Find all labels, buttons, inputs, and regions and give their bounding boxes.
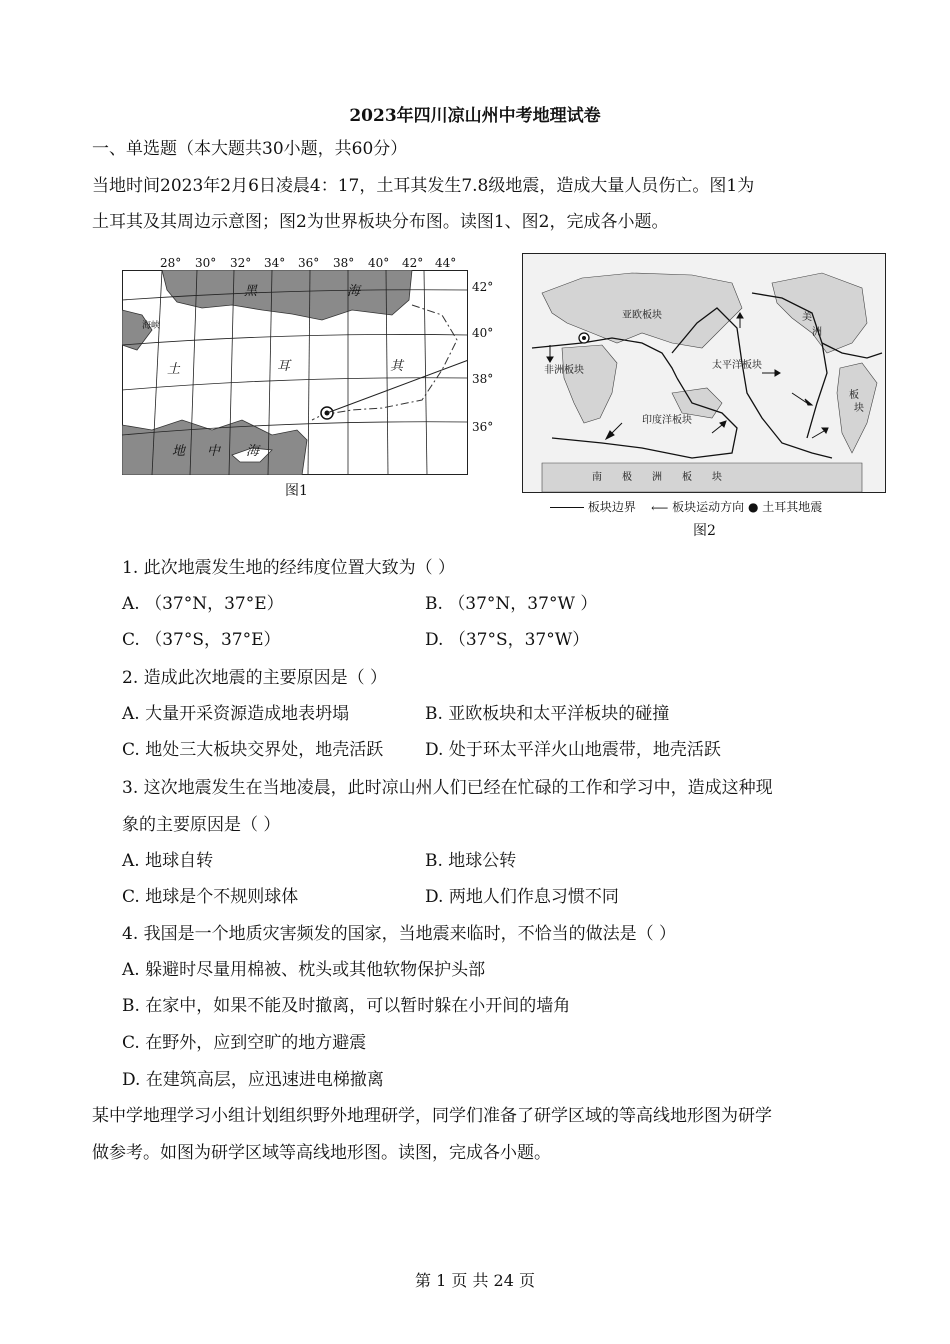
q3-option-a: A. 地球自转 — [122, 851, 214, 871]
q2-option-d: D. 处于环太平洋火山地震带，地壳活跃 — [425, 740, 721, 760]
q4-option-d: D. 在建筑高层，应迅速进电梯撤离 — [122, 1070, 384, 1090]
q3-option-d: D. 两地人们作息习惯不同 — [425, 887, 619, 907]
question-3-stem-line-2: 象的主要原因是（ ） — [122, 815, 281, 835]
page-footer: 第 1 页 共 24 页 — [415, 1271, 535, 1290]
intro-line-2: 土耳其及其周边示意图；图2为世界板块分布图。读图1、图2，完成各小题。 — [92, 212, 669, 232]
label-america-plate-1: 板 — [849, 390, 859, 401]
q1-option-b: B. （37°N，37°W ） — [425, 594, 598, 614]
figure-1-turkey-map — [122, 270, 468, 475]
q2-option-b: B. 亚欧板块和太平洋板块的碰撞 — [425, 704, 670, 724]
label-antarctic-3: 洲 — [652, 472, 662, 483]
question-2-stem: 2. 造成此次地震的主要原因是（ ） — [122, 668, 388, 688]
label-turkey-3: 其 — [390, 359, 404, 374]
label-black-sea-2: 海 — [347, 284, 361, 299]
label-med-3: 海 — [246, 444, 260, 459]
legend-boundary: 板块边界 — [587, 500, 636, 514]
section-heading: 一、单选题（本大题共30小题，共60分） — [92, 139, 408, 159]
label-med-1: 地 — [172, 444, 186, 459]
figure-2-legend: 板块边界 ⟵ 板块运动方向 ● 土耳其地震 — [550, 498, 822, 515]
q1-option-c: C. （37°S，37°E） — [122, 630, 281, 650]
q4-option-c: C. 在野外，应到空旷的地方避震 — [122, 1033, 367, 1053]
q1-option-a: A. （37°N，37°E） — [122, 594, 284, 614]
figure-2-world-plates-map — [522, 253, 886, 493]
q2-option-a: A. 大量开采资源造成地表坍塌 — [122, 704, 350, 724]
label-indian-plate: 印度洋板块 — [642, 415, 692, 426]
label-pacific-plate: 太平洋板块 — [712, 360, 762, 371]
label-strait: 海峡 — [142, 321, 161, 331]
label-antarctic-2: 极 — [622, 472, 632, 483]
q3-option-c: C. 地球是个不规则球体 — [122, 887, 299, 907]
figure-2-caption: 图2 — [693, 523, 716, 539]
figure-1-caption: 图1 — [285, 483, 308, 499]
question-4-stem: 4. 我国是一个地质灾害频发的国家，当地震来临时，不恰当的做法是（ ） — [122, 924, 677, 944]
intro-line-1: 当地时间2023年2月6日凌晨4：17，土耳其发生7.8级地震，造成大量人员伤亡。图1为 — [92, 176, 755, 196]
label-america-2: 洲 — [812, 327, 822, 338]
label-turkey-2: 耳 — [277, 359, 291, 374]
q3-option-b: B. 地球公转 — [425, 851, 517, 871]
legend-quake: 土耳其地震 — [762, 500, 823, 514]
label-antarctic-5: 块 — [712, 472, 722, 483]
q1-option-d: D. （37°S，37°W） — [425, 630, 590, 650]
page-title: 2023年四川凉山州中考地理试卷 — [349, 106, 601, 126]
label-america-plate-2: 块 — [854, 403, 864, 414]
outro-line-1: 某中学地理学习小组计划组织野外地理研学，同学们准备了研学区域的等高线地形图为研学 — [92, 1106, 772, 1126]
q4-option-b: B. 在家中，如果不能及时撤离，可以暂时躲在小开间的墙角 — [122, 996, 571, 1016]
label-antarctic-4: 板 — [682, 472, 692, 483]
label-antarctic-1: 南 — [592, 472, 602, 483]
question-1-stem: 1. 此次地震发生地的经纬度位置大致为（ ） — [122, 558, 456, 578]
label-america-1: 美 — [802, 312, 812, 323]
outro-line-2: 做参考。如图为研学区域等高线地形图。读图，完成各小题。 — [92, 1143, 551, 1163]
question-3-stem-line-1: 3. 这次地震发生在当地凌晨，此时凉山州人们已经在忙碌的工作和学习中，造成这种现 — [122, 778, 773, 798]
legend-direction: 板块运动方向 — [672, 500, 745, 514]
q4-option-a: A. 躲避时尽量用棉被、枕头或其他软物保护头部 — [122, 960, 486, 980]
q2-option-c: C. 地处三大板块交界处，地壳活跃 — [122, 740, 384, 760]
label-black-sea-1: 黑 — [244, 284, 258, 299]
label-turkey-1: 土 — [167, 362, 181, 377]
label-eurasian-plate: 亚欧板块 — [622, 310, 662, 321]
label-african-plate: 非洲板块 — [544, 365, 584, 376]
label-med-2: 中 — [207, 444, 221, 459]
document-page: 2023年四川凉山州中考地理试卷 一、单选题（本大题共30小题，共60分） 当地时间2023年2月6日凌晨4：17，土耳其发生7.8级地震，造成大量人员伤亡。图1为 土耳其及其周边示意图；图2为世界板块分布图。读图1、图2，完成各小题。 黑 海 土 耳 其 地 中 海 海峡 28° 30° 32° 34° 36° 38° 40° 42° 44° 42° 40° 38° 36° 图1 亚欧板块 非洲板块 太平洋板块 印度洋板块 美 洲 板 块 南 极 洲 板 块 板块边界 ⟵ 板块运动方向 ● 土耳其地震 图2 1. 此次地震发生地的经纬度位置大致为（ ） A. （37°N，37°E） B. （37°N，37°W ） C. （37°S，37°E） D. （37°S，37°W） 2. 造成此次地震的主要原因是（ ） A. 大量开采资源造成地表坍塌 B. 亚欧板块和太平洋板块的碰撞 C. 地处三大板块交界处，地壳活跃 D. 处于环太平洋火山地震带，地壳活跃 3. 这次地震发生在当地凌晨，此时凉山州人们已经在忙碌的工作和学习中，造成这种现 象的主要原因是（ ） A. 地球自转 B. 地球公转 C. 地球是个不规则球体 D. 两地人们作息习惯不同 4. 我国是一个地质灾害频发的国家，当地震来临时，不恰当的做法是（ ） A. 躲避时尽量用棉被、枕头或其他软物保护头部 B. 在家中，如果不能及时撤离，可以暂时躲在小开间的墙角 C. 在野外，应到空旷的地方避震 D. 在建筑高层，应迅速进电梯撤离 某中学地理学习小组计划组织野外地理研学，同学们准备了研学区域的等高线地形图为研学 做参考。如图为研学区域等高线地形图。读图，完成各小题。 第 1 页 共 24 页 — [0, 0, 950, 1344]
